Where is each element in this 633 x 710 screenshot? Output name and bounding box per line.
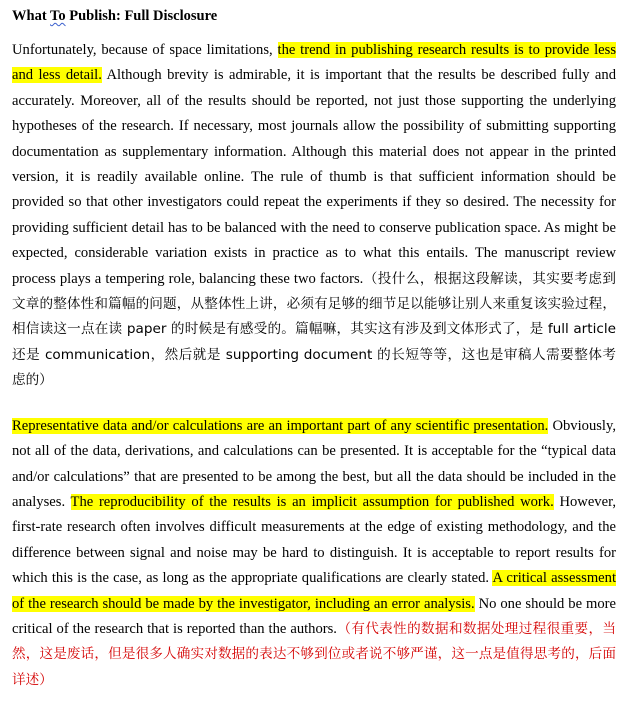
paragraph-representative-data (12, 414, 616, 693)
highlight-critical-assessment: A critical assessment of the research should be made by the investigator, including an error analysis. (12, 570, 616, 612)
chinese-annotation-1: （投什么，根据这段解读，其实要考虑到文章的整体性和篇幅的问题，从整体性上讲，必须有足够的细节足以能够让别人来重复该实验过程，相信读这一点在读 paper 的时候是有感受的。篇幅嘛，其实这有涉及到文体形式了，是 full article 还是 communication，然后就是 supporting document 的长短等等，这也是审稿人需要整体考虑的） (12, 270, 617, 389)
highlight-reproducibility: The reproducibility of the results is an implicit assumption for published work. (70, 493, 554, 510)
paragraph2-body-text-3: No one should be more critical of the research that is reported than the authors. (12, 595, 616, 637)
highlight-trend-less-detail: the trend in publishing research results is to provide less and less detail. (12, 42, 616, 84)
heading-text-before: What (12, 8, 51, 24)
highlight-representative-data: Representative data and/or calculations are an important part of any scientific presentation. (12, 417, 549, 434)
paragraph1-body-text: Although brevity is admirable, it is important that the results be described fully and accurately. Moreover, all of the results should be reported, not just those supporting the underlying hypotheses of the research. If necessary, most journals allow the possibility of submitting supporting documentation as supplementary information. Although this material does not appear in the printed version, it is readily available online. The rule of thumb is that sufficient information should be provided so that other investigators could repeat the experiments if they so desired. The necessity for providing sufficient detail has to be balanced with the need to conserve publication space. As might be expected, considerable variation exists in practice as to what this entails. The manuscript review process plays a tempering role, balancing these two factors. (12, 67, 616, 287)
section-heading (12, 6, 616, 26)
document-page (12, 0, 616, 693)
chinese-annotation-2: （有代表性的数据和数据处理过程很重要，当然，这是废话，但是很多人确实对数据的表达不够到位或者说不够严谨，这一点是值得思考的，后面详述） (12, 620, 616, 688)
paragraph1-lead-text: Unfortunately, because of space limitations, (12, 42, 278, 58)
paragraph2-body-text-2: However, first-rate research often involves difficult measurements at the edge of existing methodology, and the difference between signal and noise may be hard to distinguish. It is acceptable to report results for which this is the case, as long as the appropriate qualifications are clearly stated. (12, 493, 617, 587)
heading-spellcheck-word: To (50, 8, 66, 24)
heading-text-after: Publish: Full Disclosure (65, 8, 218, 24)
paragraph2-body-text-1: Obviously, not all of the data, derivations, and calculations can be presented. It is acceptable for the “typical data and/or calculations” that are presented to be among the best, but all the data should be included in the analyses. (12, 417, 616, 510)
paragraph-brevity (12, 38, 616, 394)
